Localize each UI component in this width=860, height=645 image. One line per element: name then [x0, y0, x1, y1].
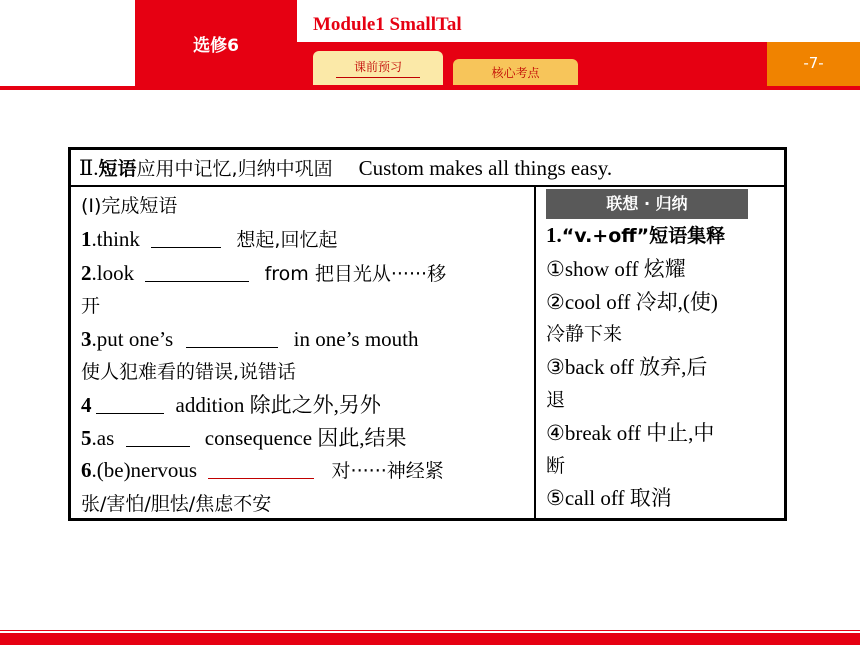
- answer-blank[interactable]: [96, 391, 164, 414]
- summary-item: ①show off 炫耀: [546, 256, 686, 281]
- exercise-item-3-cont: 使人犯难看的错误,说错话: [81, 360, 297, 383]
- section-heading-rest: 应用中记忆,归纳中巩固: [136, 158, 333, 180]
- answer-blank[interactable]: [208, 456, 314, 479]
- summary-item: ③back off 放弃,后: [546, 355, 708, 380]
- exercise-item-2-cont: 开: [81, 295, 101, 318]
- summary-item: 退: [546, 388, 566, 411]
- module-title: Module1 SmallTal: [313, 14, 462, 35]
- footer-bar: [0, 633, 860, 645]
- section-motto: Custom makes all things easy.: [358, 156, 613, 180]
- exercise-column: [81, 190, 526, 521]
- exercise-item-6-cont: 张/害怕/胆怯/焦虑不安: [81, 493, 272, 516]
- summary-item: ④break off 中止,中: [546, 420, 715, 445]
- tab-core-points-label: 核心考点: [491, 65, 540, 80]
- exercise-item-1: 1.think 想起,回忆起: [81, 226, 338, 251]
- course-label-block: [135, 0, 297, 86]
- summary-item: ⑤call off 取消: [546, 486, 672, 511]
- column-divider: [534, 185, 536, 521]
- answer-blank[interactable]: [186, 325, 278, 348]
- tab-preview-label: 课前预习: [336, 58, 420, 78]
- tab-preview[interactable]: [313, 51, 443, 85]
- page-number: -7-: [803, 54, 824, 72]
- summary-badge: 联想 · 归纳: [546, 189, 748, 219]
- tab-core-points[interactable]: [453, 59, 578, 85]
- answer-blank[interactable]: [126, 424, 190, 447]
- exercise-item-6: 6.(be)nervous 对······神经紧: [81, 458, 444, 483]
- summary-title: 1.“v.+off”短语集释: [546, 223, 726, 247]
- exercise-item-5: 5.as consequence 因此,结果: [81, 425, 407, 450]
- answer-blank[interactable]: [145, 259, 249, 282]
- header-divider: [0, 86, 860, 90]
- footer-line: [0, 630, 860, 631]
- exercise-item-4: 4 addition 除此之外,另外: [81, 392, 381, 417]
- exercise-item-3: 3.put one’s in one’s mouth: [81, 327, 419, 352]
- phrase-box: [68, 147, 787, 521]
- answer-blank[interactable]: [151, 225, 221, 248]
- section-heading: [71, 150, 784, 187]
- summary-item: 断: [546, 454, 566, 477]
- summary-item: ②cool off 冷却,(使): [546, 289, 718, 314]
- summary-column: [546, 190, 781, 515]
- section-heading-bold: 短语: [98, 158, 137, 180]
- exercise-item-2: 2.look from 把目光从······移: [81, 260, 447, 285]
- summary-item: 冷静下来: [546, 323, 623, 346]
- section-roman: Ⅱ.: [79, 156, 99, 180]
- exercise-subtitle: (Ⅰ)完成短语: [81, 195, 178, 217]
- course-label: 选修6: [193, 35, 239, 56]
